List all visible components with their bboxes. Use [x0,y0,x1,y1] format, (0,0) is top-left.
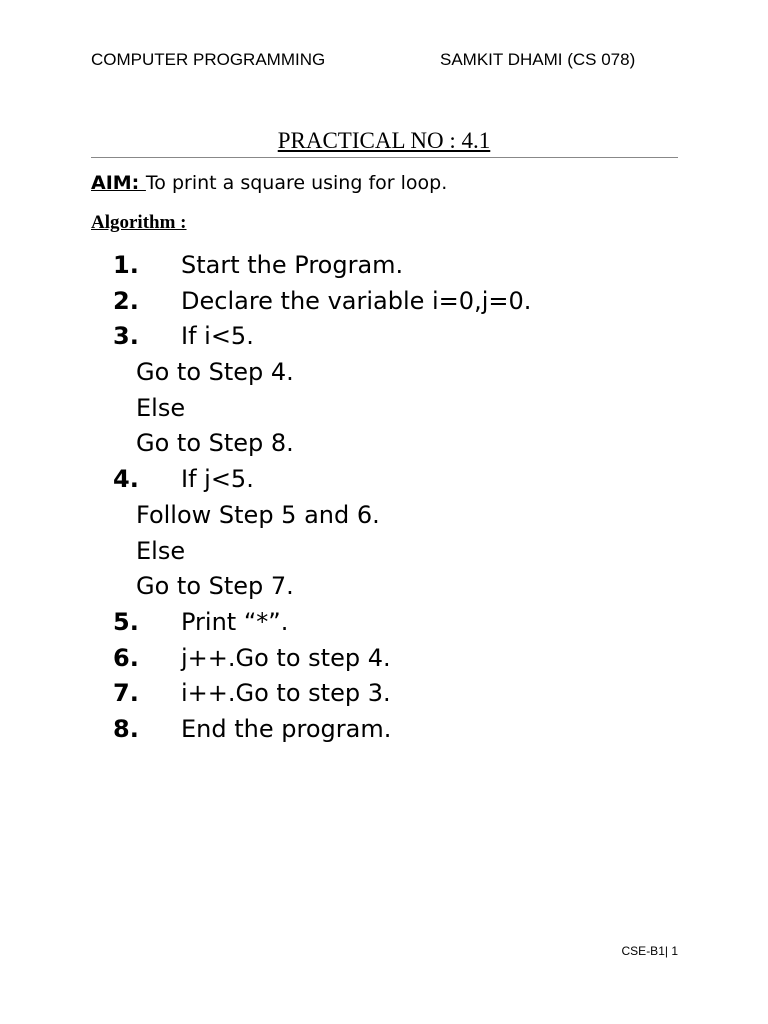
step-subtext: Go to Step 7. [136,572,294,601]
header-student: SAMKIT DHAMI (CS 078) [440,50,636,69]
step-subtext: Follow Step 5 and 6. [136,500,380,529]
aim-text: To print a square using for loop. [145,172,448,194]
step-number: 3. [113,322,139,351]
step-number: 5. [113,607,139,636]
header-course: COMPUTER PROGRAMMING [91,50,326,69]
step-number: 4. [113,465,139,494]
step-number: 2. [113,286,139,315]
step-text: If j<5. [181,465,254,494]
step-number: 1. [113,251,139,279]
step-subtext: Else [136,393,186,422]
step-number: 8. [113,714,139,743]
step-text: j++.Go to step 4. [181,643,391,672]
aim-line [91,172,447,194]
step-text: Print “*”. [181,607,289,636]
aim-label: AIM: [91,172,146,194]
algorithm-heading: Algorithm : [91,212,187,233]
step-text: Start the Program. [181,251,404,279]
step-number: 6. [113,643,139,672]
page-footer: CSE-B1| 1 [621,944,678,958]
title-divider [91,157,678,158]
step-text: If i<5. [181,322,254,351]
step-subtext: Go to Step 4. [136,358,294,387]
step-subtext: Go to Step 8. [136,429,294,458]
step-text: Declare the variable i=0,j=0. [181,286,532,315]
step-subtext: Else [136,536,186,565]
step-number: 7. [113,679,139,708]
practical-title: PRACTICAL NO : 4.1 [277,128,491,153]
step-text: End the program. [181,714,392,743]
step-text: i++.Go to step 3. [181,679,391,708]
